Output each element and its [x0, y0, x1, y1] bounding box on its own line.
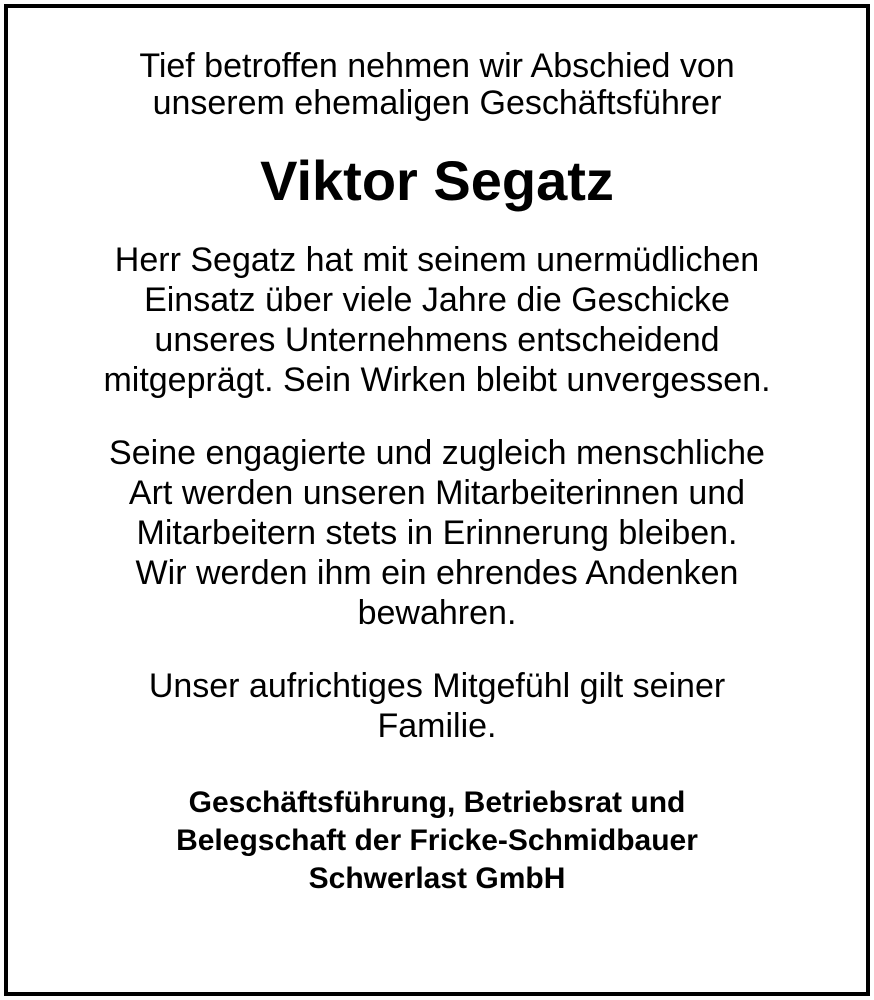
paragraph-line: Einsatz über viele Jahre die Geschicke	[144, 281, 730, 319]
signature-line: Schwerlast GmbH	[308, 862, 566, 895]
paragraph-line: Familie.	[377, 707, 497, 745]
paragraph-line: unseres Unternehmens entscheidend	[154, 321, 720, 359]
obituary-frame	[4, 4, 870, 996]
intro-text	[8, 48, 866, 122]
obituary-content	[8, 48, 866, 898]
paragraph-line: mitgeprägt. Sein Wirken bleibt unvergessen.	[103, 361, 771, 399]
signature-line: Geschäftsführung, Betriebsrat und	[188, 786, 686, 819]
paragraph-line: Wir werden ihm ein ehrendes Andenken	[135, 554, 739, 592]
paragraph-line: Seine engagierte und zugleich menschliche	[109, 434, 765, 472]
tribute-paragraph	[8, 240, 866, 400]
deceased-name: Viktor Segatz	[260, 149, 614, 212]
intro-line: unserem ehemaligen Geschäftsführer	[152, 84, 722, 122]
signature-block	[8, 784, 866, 898]
paragraph-line: Mitarbeitern stets in Erinnerung bleiben.	[136, 514, 738, 552]
paragraph-line: bewahren.	[357, 594, 517, 632]
signature-line: Belegschaft der Fricke-Schmidbauer	[176, 824, 698, 857]
remembrance-paragraph	[8, 433, 866, 633]
paragraph-line: Art werden unseren Mitarbeiterinnen und	[128, 474, 746, 512]
paragraph-line: Herr Segatz hat mit seinem unermüdlichen	[114, 241, 760, 279]
condolence-paragraph	[8, 666, 866, 746]
paragraph-line: Unser aufrichtiges Mitgefühl gilt seiner	[148, 667, 726, 705]
intro-line: Tief betroffen nehmen wir Abschied von	[139, 47, 735, 85]
